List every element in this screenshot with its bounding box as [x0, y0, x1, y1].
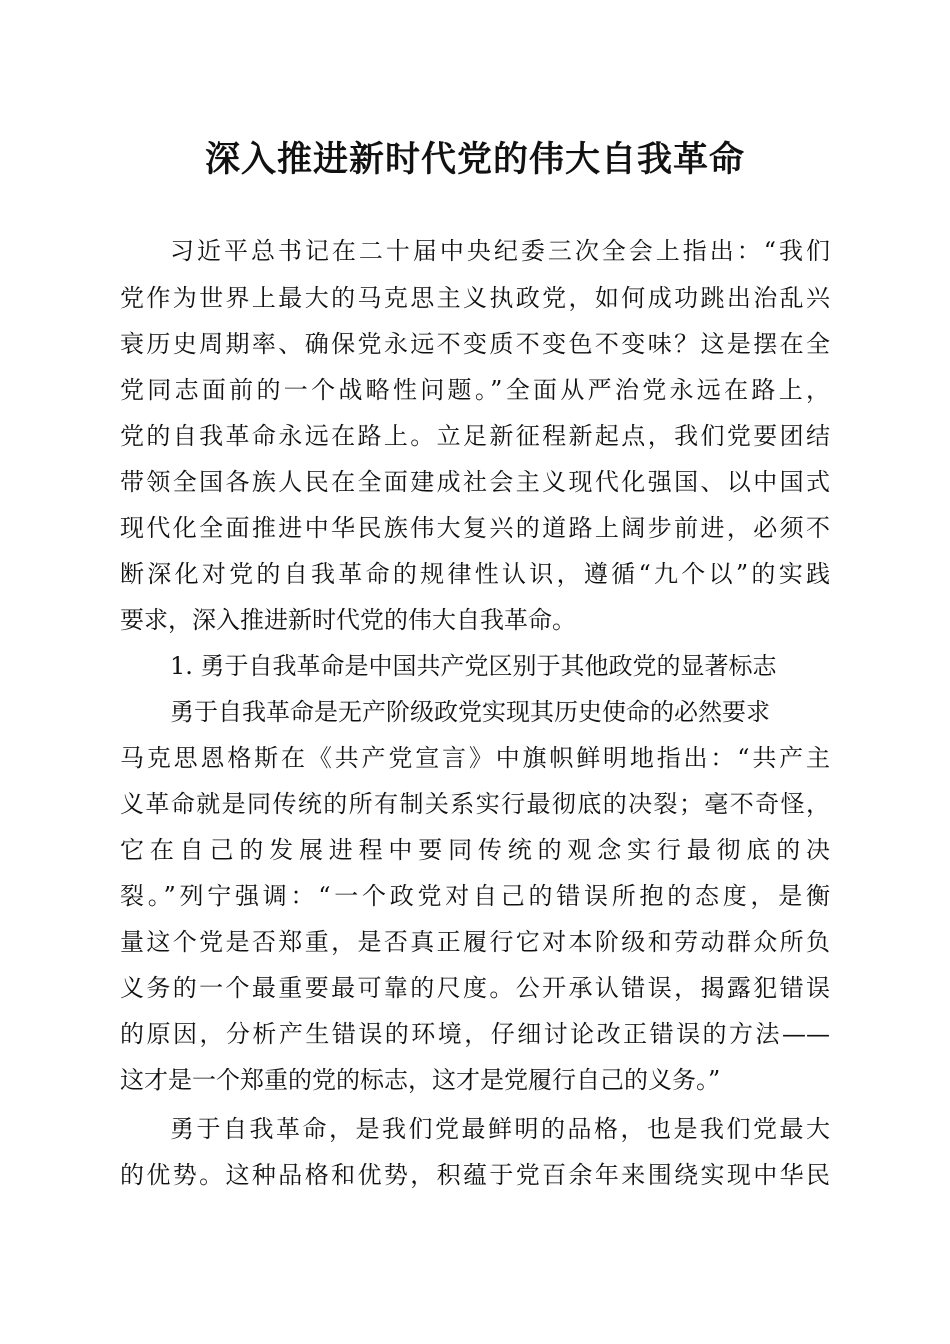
section-heading: 1. 勇于自我革命是中国共产党区别于其他政党的显著标志 [170, 652, 777, 680]
paragraph-line: 这才是一个郑重的党的标志，这才是党履行自己的义务。” [120, 1066, 721, 1094]
paragraph-line: 要求，深入推进新时代党的伟大自我革命。 [120, 606, 576, 634]
document-title: 深入推进新时代党的伟大自我革命 [204, 139, 745, 180]
paragraph-line: 衰历史周期率、确保党永远不变质不变色不变味？这是摆在全 [120, 330, 830, 358]
paragraph-line: 勇于自我革命，是我们党最鲜明的品格，也是我们党最大 [170, 1115, 830, 1143]
paragraph-line: 量这个党是否郑重，是否真正履行它对本阶级和劳动群众所负 [120, 928, 830, 956]
paragraph-line: 现代化全面推进中华民族伟大复兴的道路上阔步前进，必须不 [120, 514, 830, 542]
paragraph-line: 义务的一个最重要最可靠的尺度。公开承认错误，揭露犯错误 [120, 974, 830, 1002]
paragraph-line: 党同志面前的一个战略性问题。”全面从严治党永远在路上， [120, 376, 830, 404]
paragraph-line: 的原因，分析产生错误的环境，仔细讨论改正错误的方法—— [120, 1020, 830, 1048]
paragraph-line: 党作为世界上最大的马克思主义执政党，如何成功跳出治乱兴 [120, 284, 830, 312]
paragraph-line: 马克思恩格斯在《共产党宣言》中旗帜鲜明地指出：“共产主 [120, 744, 830, 772]
paragraph-line: 义革命就是同传统的所有制关系实行最彻底的决裂；毫不奇怪， [120, 790, 830, 818]
paragraph-line: 党的自我革命永远在路上。立足新征程新起点，我们党要团结 [120, 422, 830, 450]
paragraph-line: 的优势。这种品格和优势，积蕴于党百余年来围绕实现中华民 [120, 1161, 830, 1189]
paragraph-line: 带领全国各族人民在全面建成社会主义现代化强国、以中国式 [120, 468, 830, 496]
paragraph-line: 习近平总书记在二十届中央纪委三次全会上指出：“我们 [170, 237, 830, 265]
subsection-heading: 勇于自我革命是无产阶级政党实现其历史使命的必然要求 [170, 698, 770, 726]
paragraph-line: 它在自己的发展进程中要同传统的观念实行最彻底的决 [120, 836, 830, 864]
paragraph-line: 裂。”列宁强调：“一个政党对自己的错误所抱的态度，是衡 [120, 882, 830, 910]
paragraph-line: 断深化对党的自我革命的规律性认识，遵循“九个以”的实践 [120, 560, 830, 588]
